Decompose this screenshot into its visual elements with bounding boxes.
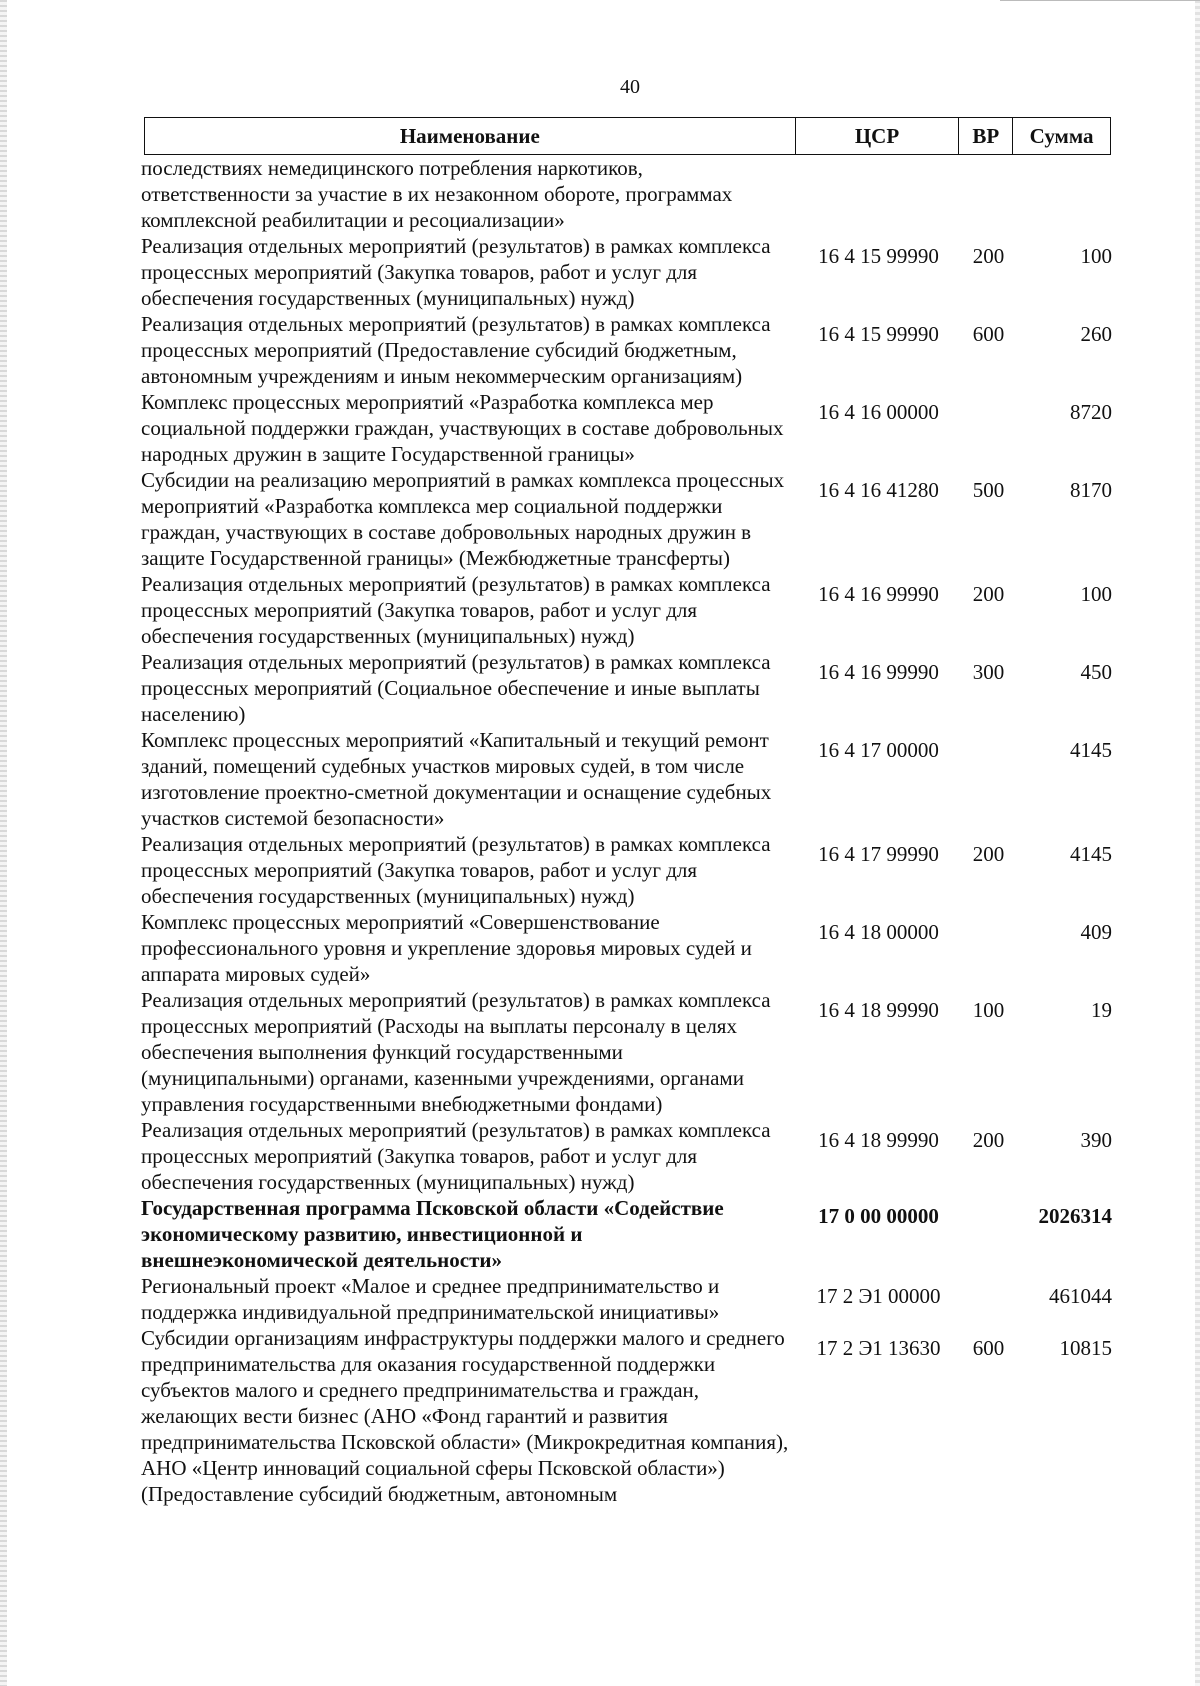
row-sum: 450: [1080, 660, 1112, 684]
table-row: [141, 831, 1116, 909]
page-number: 40: [620, 76, 640, 98]
row-name: Комплекс процессных мероприятий «Совершенствование профессионального уровня и укрепление здоровья мировых судей и аппарата мировых судей»: [141, 910, 752, 986]
table-row: [141, 1195, 1116, 1273]
row-vr: 600: [972, 322, 1005, 346]
row-name: Реализация отдельных мероприятий (результатов) в рамках комплекса процессных мероприятий (Расходы на выплаты персоналу в целях обеспечения выполнения функций государственными (муниципальными) органами, казенными учреждениями, органами управления государственными внебюджетными фондами): [141, 988, 771, 1116]
row-vr: 600: [972, 1336, 1005, 1360]
row-vr: 200: [972, 582, 1005, 606]
row-vr: [961, 909, 1016, 987]
table-header: [144, 117, 1111, 155]
row-sum: 19: [1091, 998, 1112, 1022]
row-sum: 100: [1080, 244, 1112, 268]
row-sum: 4145: [1070, 738, 1112, 762]
row-name: Региональный проект «Малое и среднее предпринимательство и поддержка индивидуальной предпринимательской инициативы»: [141, 1274, 720, 1324]
scan-edge-right: [1195, 0, 1200, 1686]
row-csr: 16 4 15 99990: [818, 322, 939, 346]
row-name: Государственная программа Псковской области «Содействие экономическому развитию, инвестиционной и внешнеэкономической деятельности»: [141, 1196, 724, 1272]
row-csr: 16 4 18 99990: [818, 1128, 939, 1152]
row-vr: [961, 727, 1016, 831]
row-name: Реализация отдельных мероприятий (результатов) в рамках комплекса процессных мероприятий (Социальное обеспечение и иные выплаты населению): [141, 650, 771, 726]
row-sum: 8720: [1070, 400, 1112, 424]
row-sum: [1016, 155, 1116, 233]
table-row: [141, 727, 1116, 831]
table-row: [141, 1273, 1116, 1325]
row-vr: [961, 389, 1016, 467]
row-name: Комплекс процессных мероприятий «Разработка комплекса мер социальной поддержки граждан, участвующих в составе добровольных народных дружин в защите Государственной границы»: [141, 390, 784, 466]
row-vr: 500: [972, 478, 1005, 502]
row-csr: 16 4 16 41280: [818, 478, 939, 502]
row-csr: 16 4 18 99990: [818, 998, 939, 1022]
row-csr: 17 2 Э1 13630: [816, 1336, 941, 1360]
scan-top-rule: [1000, 0, 1200, 1]
row-sum: 8170: [1070, 478, 1112, 502]
row-csr: 16 4 16 99990: [818, 582, 939, 606]
row-csr: 16 4 15 99990: [818, 244, 939, 268]
row-sum: 100: [1080, 582, 1112, 606]
row-vr: [961, 1273, 1016, 1325]
row-name: Субсидии организациям инфраструктуры поддержки малого и среднего предпринимательства для оказания государственной поддержки субъектов малого и среднего предпринимательства и граждан, желающих вести бизнес (АНО «Фонд гарантий и развития предпринимательства Псковской области» (Микрокредитная компания), АНО «Центр инноваций социальной сферы Псковской области») (Предоставление субсидий бюджетным, автономным: [141, 1326, 789, 1506]
row-name: Реализация отдельных мероприятий (результатов) в рамках комплекса процессных мероприятий (Закупка товаров, работ и услуг для обеспечения государственных (муниципальных) нужд): [141, 572, 771, 648]
row-vr: 200: [972, 244, 1005, 268]
row-csr: 17 0 00 00000: [818, 1204, 939, 1228]
row-name: Реализация отдельных мероприятий (результатов) в рамках комплекса процессных мероприятий (Закупка товаров, работ и услуг для обеспечения государственных (муниципальных) нужд): [141, 832, 771, 908]
row-csr: 16 4 17 99990: [818, 842, 939, 866]
row-vr: 200: [972, 1128, 1005, 1152]
table-row: [141, 1325, 1116, 1507]
row-csr: [796, 155, 961, 233]
row-sum: 461044: [1049, 1284, 1112, 1308]
table-row: [141, 987, 1116, 1117]
row-sum: 409: [1080, 920, 1112, 944]
row-vr: 200: [972, 842, 1005, 866]
scan-edge-left: [0, 0, 7, 1686]
row-csr: 16 4 17 00000: [818, 738, 939, 762]
table-row: [141, 389, 1116, 467]
table-row: [141, 571, 1116, 649]
row-vr: 100: [972, 998, 1005, 1022]
row-sum: 390: [1080, 1128, 1112, 1152]
row-csr: 16 4 18 00000: [818, 920, 939, 944]
table-row: [141, 1117, 1116, 1195]
header-name: Наименование: [145, 118, 796, 154]
row-name: Субсидии на реализацию мероприятий в рамках комплекса процессных мероприятий «Разработка комплекса мер социальной поддержки граждан, участвующих в составе добровольных народных дружин в защите Государственной границы» (Межбюджетные трансферты): [141, 468, 785, 570]
table-row: [141, 155, 1116, 233]
row-name: Реализация отдельных мероприятий (результатов) в рамках комплекса процессных мероприятий (Закупка товаров, работ и услуг для обеспечения государственных (муниципальных) нужд): [141, 1118, 771, 1194]
table-row: [141, 649, 1116, 727]
row-name: последствиях немедицинского потребления наркотиков, ответственности за участие в их незаконном обороте, программах комплексной реабилитации и ресоциализации»: [141, 156, 733, 232]
row-vr: 300: [972, 660, 1005, 684]
row-csr: 17 2 Э1 00000: [816, 1284, 941, 1308]
header-vr: ВР: [959, 118, 1013, 154]
table-row: [141, 909, 1116, 987]
row-sum: 260: [1080, 322, 1112, 346]
row-name: Комплекс процессных мероприятий «Капитальный и текущий ремонт зданий, помещений судебных участков мировых судей, в том числе изготовление проектно-сметной документации и оснащение судебных участков системой безопасности»: [141, 728, 772, 830]
table-body: [141, 155, 1116, 1507]
table-row: [141, 467, 1116, 571]
header-csr: ЦСР: [796, 118, 960, 154]
row-csr: 16 4 16 00000: [818, 400, 939, 424]
row-name: Реализация отдельных мероприятий (результатов) в рамках комплекса процессных мероприятий (Закупка товаров, работ и услуг для обеспечения государственных (муниципальных) нужд): [141, 234, 771, 310]
row-csr: 16 4 16 99990: [818, 660, 939, 684]
row-vr: [961, 155, 1016, 233]
row-sum: 10815: [1059, 1336, 1112, 1360]
row-sum: 4145: [1070, 842, 1112, 866]
row-vr: [961, 1195, 1016, 1273]
row-name: Реализация отдельных мероприятий (результатов) в рамках комплекса процессных мероприятий (Предоставление субсидий бюджетным, автономным учреждениям и иным некоммерческим организациям): [141, 312, 771, 388]
table-row: [141, 233, 1116, 311]
row-sum: 2026314: [1038, 1204, 1112, 1228]
header-sum: Сумма: [1029, 123, 1094, 148]
table-row: [141, 311, 1116, 389]
